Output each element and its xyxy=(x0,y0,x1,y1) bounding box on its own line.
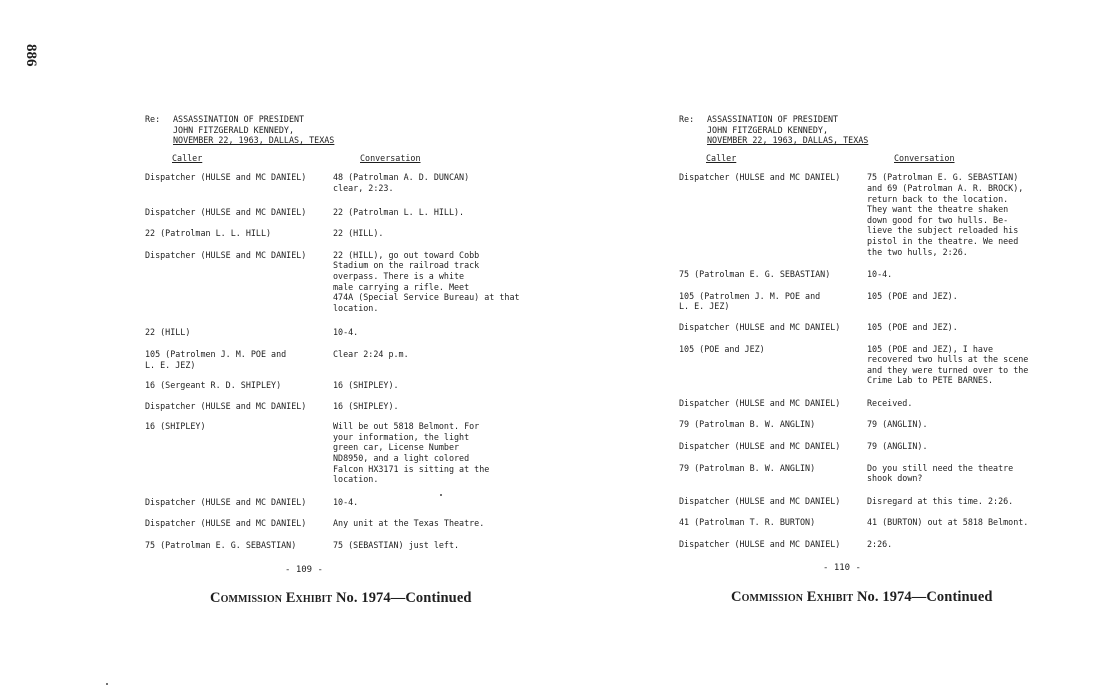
re-line: ASSASSINATION OF PRESIDENT xyxy=(173,114,305,124)
right-document-page xyxy=(679,114,1094,550)
re-line: NOVEMBER 22, 1963, DALLAS, TEXAS xyxy=(173,135,335,146)
conversation-cell: 22 (HILL), go out toward Cobb Stadium on the railroad track overpass. There is a white male carrying a rifle. Meet 474A (Special Service Bureau) at that location. xyxy=(333,249,520,313)
re-line: JOHN FITZGERALD KENNEDY, xyxy=(707,124,829,135)
column-headers xyxy=(679,153,1094,164)
re-subject xyxy=(173,114,334,146)
log-row xyxy=(145,327,565,338)
re-line: NOVEMBER 22, 1963, DALLAS, TEXAS xyxy=(707,135,869,146)
caller-cell: Dispatcher (HULSE and MC DANIEL) xyxy=(145,172,307,183)
conversation-cell: 105 (POE and JEZ), I have recovered two hulls at the scene and they were turned over to the Crime Lab to PETE BARNES. xyxy=(867,343,1029,386)
caller-cell: 105 (POE and JEZ) xyxy=(679,343,765,354)
exhibit-caption-suffix: No. 1974—Continued xyxy=(853,589,993,605)
conversation-log xyxy=(145,172,565,550)
page-footer-number: - 110 - xyxy=(823,563,861,573)
log-row xyxy=(679,269,1094,280)
conversation-cell: Received. xyxy=(867,397,913,408)
conversation-cell: Clear 2:24 p.m. xyxy=(333,348,409,359)
caller-header: Caller xyxy=(172,152,203,163)
log-row xyxy=(145,250,565,314)
caller-cell: Dispatcher (HULSE and MC DANIEL) xyxy=(679,441,841,452)
re-heading xyxy=(145,114,565,146)
caller-cell: 105 (Patrolmen J. M. POE and L. E. JEZ) xyxy=(679,290,821,312)
log-row xyxy=(679,322,1094,333)
caller-cell: Dispatcher (HULSE and MC DANIEL) xyxy=(679,397,841,408)
caller-cell: 22 (Patrolman L. L. HILL) xyxy=(145,228,272,239)
log-row xyxy=(145,207,565,218)
caller-cell: Dispatcher (HULSE and MC DANIEL) xyxy=(679,321,841,332)
re-label: Re: xyxy=(679,114,695,124)
conversation-cell: 75 (Patrolman E. G. SEBASTIAN) and 69 (Patrolman A. R. BROCK), return back to the location. They want the theatre shaken down good for two hulls. Be- lieve the subject reloaded his pistol in the theatre. We need the two hulls, 2:26. xyxy=(867,172,1024,257)
re-heading xyxy=(679,114,1094,146)
conversation-cell: 22 (HILL). xyxy=(333,228,384,239)
scan-speck xyxy=(106,683,108,685)
conversation-cell: 105 (POE and JEZ). xyxy=(867,290,958,301)
log-row xyxy=(145,380,565,391)
conversation-cell: 79 (ANGLIN). xyxy=(867,419,928,430)
re-line: JOHN FITZGERALD KENNEDY, xyxy=(173,124,295,135)
left-document-page xyxy=(145,114,565,551)
caller-cell: 41 (Patrolman T. R. BURTON) xyxy=(679,517,816,528)
re-subject xyxy=(707,114,868,146)
re-label: Re: xyxy=(145,114,161,124)
conversation-cell: 48 (Patrolman A. D. DUNCAN) clear, 2:23. xyxy=(333,172,470,193)
caller-cell: 79 (Patrolman B. W. ANGLIN) xyxy=(679,419,816,430)
conversation-cell: 10-4. xyxy=(867,269,893,280)
caller-cell: 79 (Patrolman B. W. ANGLIN) xyxy=(679,462,816,473)
column-headers xyxy=(145,153,565,164)
log-row xyxy=(679,463,1094,484)
volume-page-number: 886 xyxy=(23,44,39,67)
conversation-cell: Disregard at this time. 2:26. xyxy=(867,495,1014,506)
conversation-cell: Will be out 5818 Belmont. For your information, the light green car, License Number ND8950, and a light colored Falcon HX3171 is sitting at the location. xyxy=(333,421,490,485)
log-row xyxy=(679,441,1094,452)
log-row xyxy=(145,401,565,412)
conversation-cell: 10-4. xyxy=(333,327,359,338)
conversation-cell: 10-4. xyxy=(333,496,359,507)
conversation-cell: 41 (BURTON) out at 5818 Belmont. xyxy=(867,517,1029,528)
page-footer-number: - 109 - xyxy=(285,565,323,575)
caller-cell: 105 (Patrolmen J. M. POE and L. E. JEZ) xyxy=(145,348,287,370)
log-row xyxy=(145,228,565,239)
caller-cell: Dispatcher (HULSE and MC DANIEL) xyxy=(679,495,841,506)
caller-cell: Dispatcher (HULSE and MC DANIEL) xyxy=(145,206,307,217)
exhibit-caption-suffix: No. 1974—Continued xyxy=(332,590,472,606)
conversation-cell: Any unit at the Texas Theatre. xyxy=(333,518,485,529)
conversation-cell: Do you still need the theatre shook down? xyxy=(867,462,1014,484)
caller-cell: 22 (HILL) xyxy=(145,327,191,338)
caller-cell: 75 (Patrolman E. G. SEBASTIAN) xyxy=(679,269,831,280)
log-row xyxy=(145,349,565,370)
log-row xyxy=(679,291,1094,312)
exhibit-caption xyxy=(210,590,472,607)
log-row xyxy=(679,344,1094,386)
re-line: ASSASSINATION OF PRESIDENT xyxy=(707,114,839,124)
caller-cell: 16 (SHIPLEY) xyxy=(145,421,206,432)
log-row xyxy=(679,398,1094,409)
scan-speck xyxy=(440,494,442,496)
caller-cell: 75 (Patrolman E. G. SEBASTIAN) xyxy=(145,540,297,551)
caller-cell: Dispatcher (HULSE and MC DANIEL) xyxy=(679,539,841,550)
conversation-cell: 79 (ANGLIN). xyxy=(867,441,928,452)
conversation-header: Conversation xyxy=(894,152,955,163)
caller-cell: Dispatcher (HULSE and MC DANIEL) xyxy=(145,249,307,260)
log-row xyxy=(679,517,1094,528)
caller-cell: Dispatcher (HULSE and MC DANIEL) xyxy=(145,400,307,411)
log-row xyxy=(679,172,1094,257)
log-row xyxy=(145,518,565,529)
exhibit-caption xyxy=(731,589,993,606)
caller-cell: Dispatcher (HULSE and MC DANIEL) xyxy=(679,172,841,183)
conversation-header: Conversation xyxy=(360,152,421,163)
caller-cell: Dispatcher (HULSE and MC DANIEL) xyxy=(145,496,307,507)
conversation-cell: 22 (Patrolman L. L. HILL). xyxy=(333,206,465,217)
exhibit-caption-prefix: Commission Exhibit xyxy=(731,589,854,605)
log-row xyxy=(679,496,1094,507)
conversation-cell: 2:26. xyxy=(867,539,893,550)
log-row xyxy=(145,497,565,508)
conversation-cell: 16 (SHIPLEY). xyxy=(333,380,399,391)
conversation-cell: 16 (SHIPLEY). xyxy=(333,400,399,411)
log-row xyxy=(145,421,565,485)
conversation-cell: 75 (SEBASTIAN) just left. xyxy=(333,540,460,551)
log-row xyxy=(145,540,565,551)
caller-cell: Dispatcher (HULSE and MC DANIEL) xyxy=(145,518,307,529)
caller-cell: 16 (Sergeant R. D. SHIPLEY) xyxy=(145,380,282,391)
log-row xyxy=(679,539,1094,550)
conversation-cell: 105 (POE and JEZ). xyxy=(867,321,958,332)
exhibit-caption-prefix: Commission Exhibit xyxy=(210,590,333,606)
log-row xyxy=(679,419,1094,430)
conversation-log xyxy=(679,172,1094,549)
log-row xyxy=(145,172,565,193)
caller-header: Caller xyxy=(706,152,737,163)
